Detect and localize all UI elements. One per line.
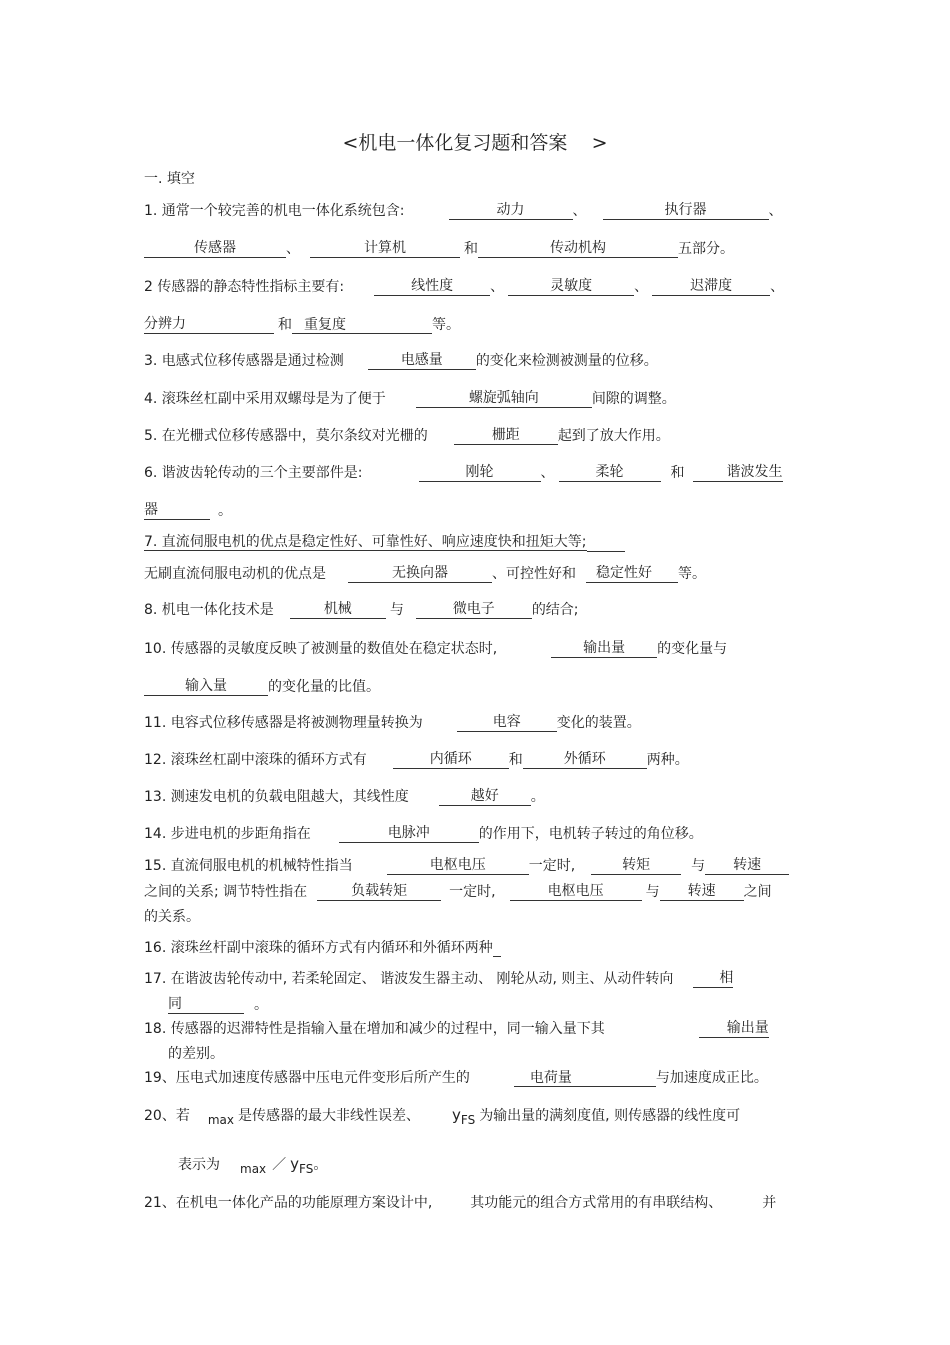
q12-answer-1: 内循环 (393, 751, 509, 769)
q20-text-1: 是传感器的最大非线性误差、 (237, 1108, 420, 1124)
q15-prompt: 15. 直流伺服电机的机械特性指当 (144, 858, 353, 874)
question-2-line-2 (144, 316, 460, 334)
q21-prompt: 21、在机电一体化产品的功能原理方案设计中, (144, 1195, 433, 1211)
q10-prompt: 10. 传感器的灵敏度反映了被测量的数值处在稳定状态时, (144, 641, 498, 657)
section-heading: 一. 填空 (144, 171, 195, 187)
q20-text-2: 为输出量的满刻度值, 则传感器的线性度可 (479, 1108, 741, 1124)
q15-answer-1: 电枢电压 (387, 857, 529, 875)
q2-sep: 、 (490, 279, 505, 295)
q14-end: 的作用下，电机转子转过的角位移。 (478, 826, 703, 842)
q20-y-symbol-2: y (290, 1155, 300, 1173)
question-6-line-1 (144, 464, 783, 482)
q5-prompt: 5. 在光栅式位移传感器中，莫尔条纹对光栅的 (144, 428, 428, 444)
page-title: <机电一体化复习题和答案 > (342, 132, 608, 154)
q1-answer-5: 传动机构 (478, 240, 678, 258)
question-14 (144, 825, 703, 843)
q10-answer-1: 输出量 (551, 640, 657, 658)
q2-answer-4: 分辨力 (144, 316, 274, 334)
q12-prompt: 12. 滚珠丝杠副中滚珠的循环方式有 (144, 752, 367, 768)
q2-answer-5: 重复度 (292, 317, 432, 334)
q11-prompt: 11. 电容式位移传感器是将被测物理量转换为 (144, 715, 423, 731)
q19-end: 与加速度成正比。 (655, 1070, 768, 1086)
q1-sep: 、 (286, 241, 300, 257)
q6-answer-3: 谐波发生 (693, 464, 783, 482)
q7-end: 等。 (678, 566, 706, 582)
q19-prompt: 19、压电式加速度传感器中压电元件变形后所产生的 (144, 1070, 470, 1086)
q6-prompt: 6. 谐波齿轮传动的三个主要部件是: (144, 465, 363, 481)
question-4 (144, 390, 676, 408)
q20-fs-subscript: FS (460, 1113, 476, 1127)
q14-prompt: 14. 步进电机的步距角指在 (144, 826, 311, 842)
question-11 (144, 714, 641, 732)
q6-sep: 、 (540, 465, 555, 481)
q15-sep: 之间 (743, 884, 772, 900)
question-15-line-1 (144, 857, 789, 875)
q1-sep: 、 (768, 203, 783, 219)
question-20-line-2 (178, 1155, 327, 1174)
q17-answer-1: 相 (693, 970, 733, 988)
q2-sep: 、 (770, 279, 785, 295)
q5-end: 起到了放大作用。 (557, 428, 670, 444)
q2-sep: 和 (278, 317, 292, 333)
q1-answer-3: 传感器 (144, 240, 286, 258)
q12-answer-2: 外循环 (523, 751, 647, 769)
q2-prompt: 2 传感器的静态特性指标主要有: (144, 279, 345, 295)
question-7-line-2 (144, 565, 706, 583)
question-16 (144, 939, 501, 957)
q10-sep: 的变化量与 (657, 641, 728, 657)
q7-answer-1: 无换向器 (348, 565, 492, 583)
q6-answer-3-cont: 器 (144, 502, 210, 520)
question-18-line-2: 的差别。 (168, 1046, 224, 1062)
q21-text-3: 并 (762, 1195, 777, 1211)
question-15-line-3: 的关系。 (144, 909, 200, 925)
q4-answer-1: 螺旋弧轴向 (416, 390, 592, 408)
question-12 (144, 751, 689, 769)
question-5 (144, 427, 670, 445)
q12-sep: 和 (508, 752, 523, 768)
q2-end: 等。 (432, 317, 460, 333)
question-19 (144, 1069, 768, 1087)
q18-answer-1: 输出量 (699, 1020, 769, 1038)
q11-answer-1: 电容 (457, 714, 557, 732)
question-18-line-1 (144, 1020, 769, 1038)
q6-answer-1: 刚轮 (419, 464, 541, 482)
question-1-line-2 (144, 240, 734, 258)
q19-answer-1: 电荷量 (514, 1070, 656, 1087)
q2-sep: 、 (634, 279, 649, 295)
question-17-line-1 (144, 970, 733, 988)
q15-answer-6: 转速 (660, 883, 744, 901)
q17-prompt: 17. 在谐波齿轮传动中, 若柔轮固定、 谐波发生器主动、 刚轮从动, 则主、从动件转向 (144, 971, 674, 987)
q21-text-2: 其功能元的组合方式常用的有串联结构、 (470, 1195, 723, 1211)
question-17-line-2 (168, 996, 268, 1014)
q8-sep: 与 (389, 602, 404, 618)
q4-prompt: 4. 滚珠丝杠副中采用双螺母是为了便于 (144, 391, 386, 407)
q5-answer-1: 栅距 (454, 427, 558, 445)
q15-sep: 一定时, (528, 858, 576, 874)
question-13 (144, 788, 545, 806)
q17-end: 。 (254, 997, 268, 1013)
question-8 (144, 601, 579, 619)
q6-end: 。 (218, 503, 232, 519)
q8-answer-1: 机械 (290, 601, 386, 619)
q6-sep: 和 (670, 465, 685, 481)
q7-prompt: 无刷直流伺服电动机的优点是 (144, 566, 326, 582)
q15-prompt-2: 之间的关系; 调节特性指在 (144, 884, 308, 900)
question-10-line-1 (144, 640, 727, 658)
q16-text: 16. 滚珠丝杆副中滚珠的循环方式有内循环和外循环两种 (144, 940, 493, 956)
q7-line-1-text: 7. 直流伺服电机的优点是稳定性好、可靠性好、响应速度快和扭矩大等; (144, 534, 587, 550)
q20-end: 。 (313, 1157, 328, 1173)
q3-end: 的变化来检测被测量的位移。 (475, 353, 658, 369)
q15-sep: 与 (691, 858, 706, 874)
q7-answer-2: 稳定性好 (586, 565, 662, 583)
q6-answer-2: 柔轮 (559, 464, 661, 482)
q1-sep: 和 (464, 241, 478, 257)
q15-answer-4: 负载转矩 (317, 883, 441, 901)
q8-prompt: 8. 机电一体化技术是 (144, 602, 274, 618)
q15-answer-3: 转速 (705, 857, 789, 875)
q13-answer-1: 越好 (439, 788, 531, 806)
q10-answer-2: 输入量 (144, 678, 268, 696)
q12-end: 两种。 (646, 752, 689, 768)
q3-prompt: 3. 电感式位移传感器是通过检测 (144, 353, 344, 369)
q2-answer-3: 迟滞度 (652, 278, 770, 296)
q1-answer-2: 执行器 (603, 202, 769, 220)
q20-y-symbol: y (451, 1106, 461, 1124)
q20-fs-subscript-2: FS (299, 1162, 314, 1176)
q15-answer-2: 转矩 (591, 857, 681, 875)
question-7-line-1 (144, 533, 625, 552)
q1-answer-4: 计算机 (310, 240, 460, 258)
q18-prompt: 18. 传感器的迟滞特性是指输入量在增加和减少的过程中，同一输入量下其 (144, 1021, 605, 1037)
q15-answer-5: 电枢电压 (510, 883, 642, 901)
question-21 (144, 1194, 776, 1212)
q2-answer-1: 线性度 (374, 278, 490, 296)
q20-prompt: 20、若 (144, 1108, 190, 1124)
q8-answer-2: 微电子 (416, 601, 532, 619)
q14-answer-1: 电脉冲 (339, 825, 479, 843)
q15-sep: 与 (645, 884, 660, 900)
question-1-line-1 (144, 202, 783, 220)
q20-max-symbol-2: max (240, 1162, 267, 1176)
q3-answer-1: 电感量 (368, 352, 476, 370)
q8-end: 的结合; (531, 602, 579, 618)
q2-answer-2: 灵敏度 (508, 278, 634, 296)
q20-max-symbol: max (207, 1113, 234, 1127)
q1-end: 五部分。 (678, 241, 734, 257)
q20-slash: ／ (272, 1157, 287, 1173)
q11-end: 变化的装置。 (556, 715, 641, 731)
question-2-line-1 (144, 278, 784, 296)
question-20-line-1 (144, 1106, 740, 1125)
question-3 (144, 352, 658, 370)
q10-end: 的变化量的比值。 (268, 679, 380, 695)
q17-answer-1-cont: 同 (168, 996, 244, 1014)
q4-end: 间隙的调整。 (591, 391, 676, 407)
q13-end: 。 (530, 789, 545, 805)
q1-prompt: 1. 通常一个较完善的机电一体化系统包含: (144, 203, 405, 219)
question-6-line-2 (144, 502, 232, 520)
q15-sep: 一定时, (449, 884, 496, 900)
question-10-line-2 (144, 678, 380, 696)
q20-prompt-2: 表示为 (178, 1157, 220, 1173)
q1-sep: 、 (572, 203, 587, 219)
q13-prompt: 13. 测速发电机的负载电阻越大，其线性度 (144, 789, 409, 805)
question-15-line-2 (144, 883, 772, 901)
q1-answer-1: 动力 (449, 202, 573, 220)
q7-sep: 、可控性好和 (492, 566, 576, 582)
